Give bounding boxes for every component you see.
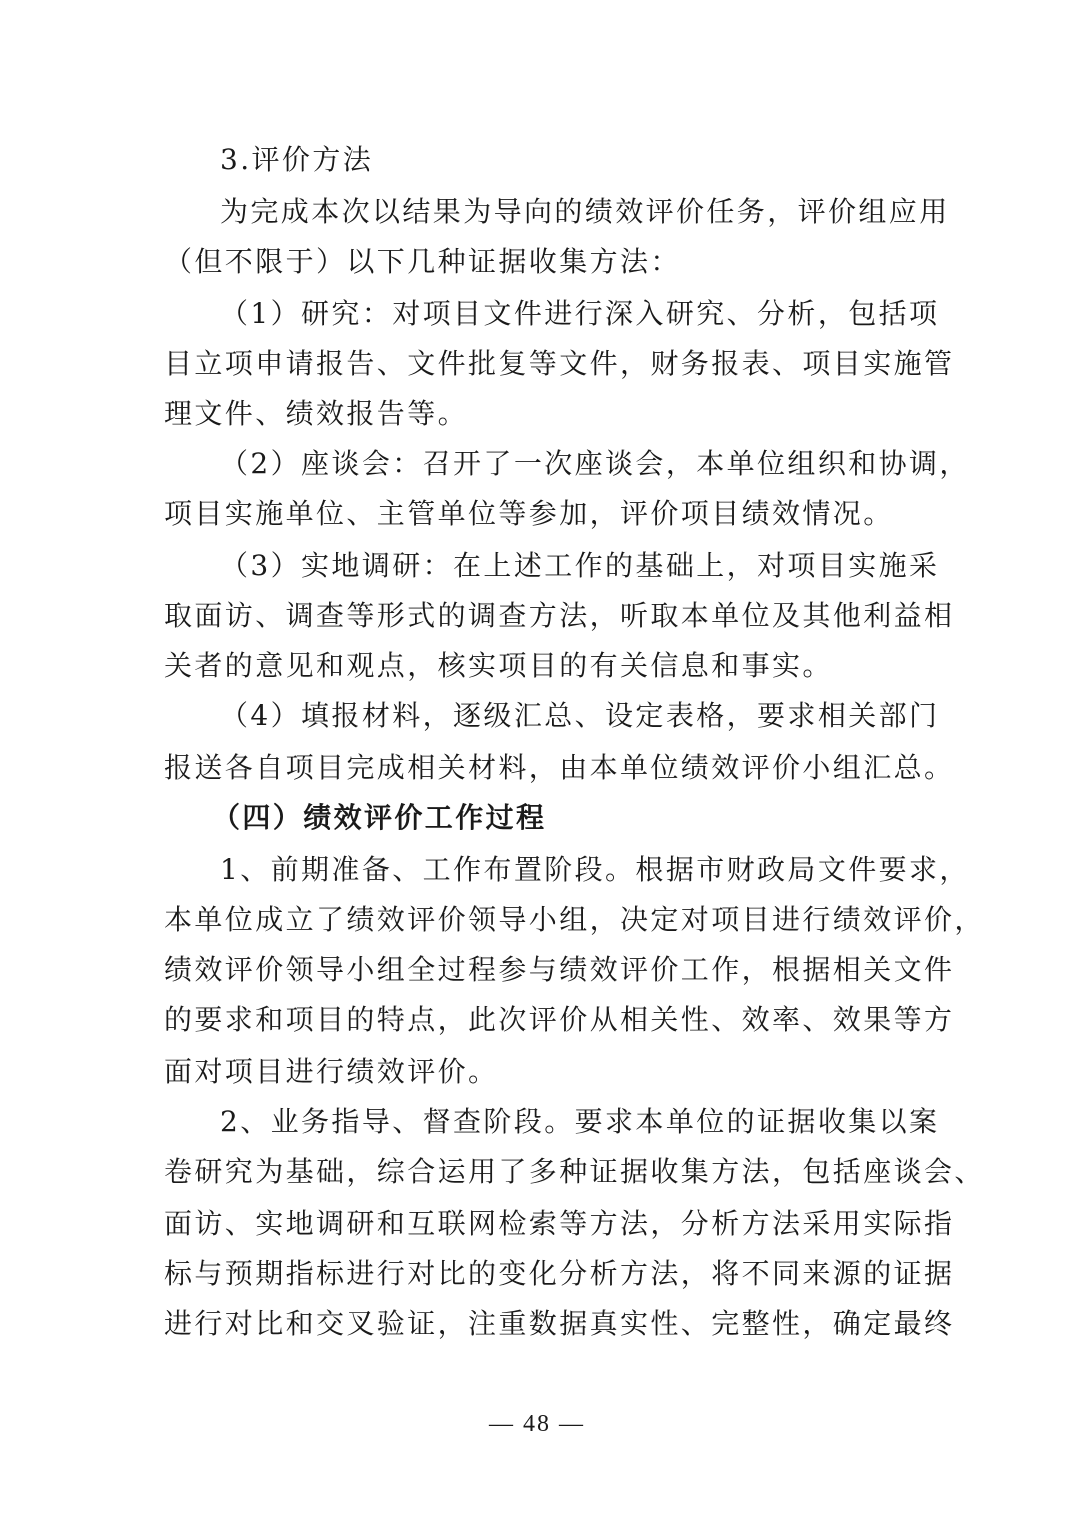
- paragraph-line: 理文件、绩效报告等。: [164, 397, 469, 430]
- paragraph-line: 面访、实地调研和互联网检索等方法，分析方法采用实际指: [164, 1207, 955, 1240]
- paragraph-line: 取面访、调查等形式的调查方法，听取本单位及其他利益相: [164, 599, 955, 632]
- section-heading-evaluation-method: 3.评价方法: [220, 143, 374, 176]
- paragraph-line: 面对项目进行绩效评价。: [164, 1055, 499, 1088]
- paragraph-line: （但不限于）以下几种证据收集方法：: [164, 245, 681, 278]
- paragraph-line: 绩效评价领导小组全过程参与绩效评价工作，根据相关文件: [164, 953, 955, 986]
- paragraph-line: （1）研究：对项目文件进行深入研究、分析，包括项: [220, 297, 940, 330]
- paragraph-line: 本单位成立了绩效评价领导小组，决定对项目进行绩效评价，: [164, 903, 985, 936]
- paragraph-line: （3）实地调研：在上述工作的基础上，对项目实施采: [220, 549, 940, 582]
- paragraph-line: 1、前期准备、工作布置阶段。根据市财政局文件要求，: [220, 853, 970, 886]
- paragraph-line: 的要求和项目的特点，此次评价从相关性、效率、效果等方: [164, 1003, 955, 1036]
- paragraph-line: 报送各自项目完成相关材料，由本单位绩效评价小组汇总。: [164, 751, 955, 784]
- paragraph-line: 关者的意见和观点，核实项目的有关信息和事实。: [164, 649, 833, 682]
- paragraph-line: （2）座谈会：召开了一次座谈会，本单位组织和协调，: [220, 447, 970, 480]
- paragraph-line: 项目实施单位、主管单位等参加，评价项目绩效情况。: [164, 497, 894, 530]
- section-heading-process: （四）绩效评价工作过程: [212, 801, 547, 834]
- paragraph-line: （4）填报材料，逐级汇总、设定表格，要求相关部门: [220, 699, 940, 732]
- paragraph-line: 进行对比和交叉验证，注重数据真实性、完整性，确定最终: [164, 1307, 955, 1340]
- paragraph-line: 为完成本次以结果为导向的绩效评价任务，评价组应用: [220, 195, 950, 228]
- paragraph-line: 目立项申请报告、文件批复等文件，财务报表、项目实施管: [164, 347, 955, 380]
- paragraph-line: 标与预期指标进行对比的变化分析方法，将不同来源的证据: [164, 1257, 955, 1290]
- page-number: — 48 —: [489, 1411, 585, 1437]
- paragraph-line: 2、业务指导、督查阶段。要求本单位的证据收集以案: [220, 1105, 940, 1138]
- paragraph-line: 卷研究为基础，综合运用了多种证据收集方法，包括座谈会、: [164, 1155, 985, 1188]
